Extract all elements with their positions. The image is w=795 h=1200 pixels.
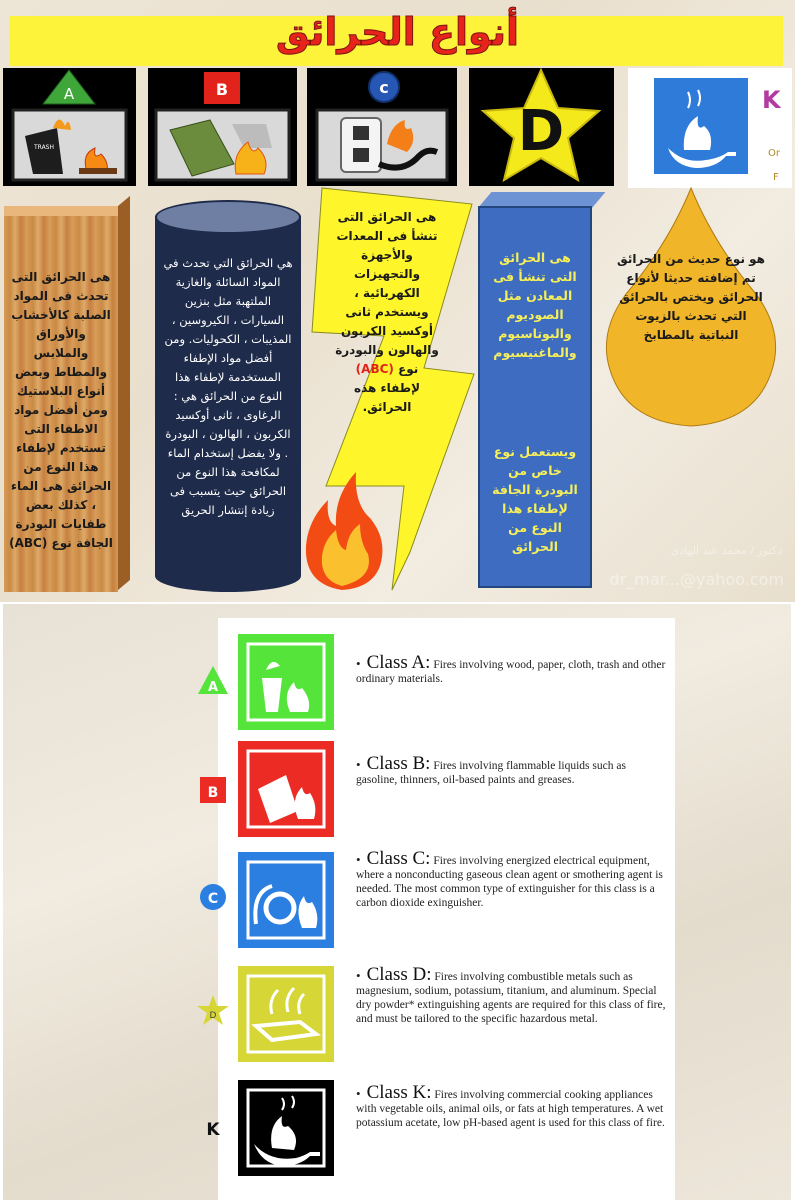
class-c-graphic (307, 68, 457, 186)
symbol-a-letter: A (207, 680, 219, 695)
trash-label: TRASH (33, 144, 55, 151)
class-k-letter: K (762, 86, 781, 114)
class-b-heading: Class B: (366, 753, 431, 774)
symbol-c (196, 880, 230, 914)
class-a-body: Fires involving wood, paper, cloth, trash and other ordinary materials. (356, 659, 666, 685)
trash-can-icon (262, 678, 282, 712)
class-c-heading: Class C: (366, 848, 431, 869)
flame-icon (298, 896, 317, 928)
class-d-description-1: هى الحرائق التى تنشأ فى المعادن مثل الصوديوم والبوتاسيوم والماغنيسيوم (493, 250, 577, 360)
class-k-text: • Class K: Fires involving commercial cooking appliances with vegetable oils, animal oils, or fats at high temperatures. A wet potassium acetate, low pH-based agent is used for this class of fire. (356, 1082, 665, 1129)
page-title: أنواع الحرائق (275, 10, 520, 54)
class-b-description: هي الحرائق التي تحدث في المواد السائلة والغازية الملتهبة مثل بنزين السيارات ، الكيروسين ، المذيبات ، الكحوليات. ومن أفضل مواد الإطفاء المستخدمة لإطفاء هذا النوع من الحرائق هي : الرغاوى ، ثانى أوكسيد الكربون ، الهالون ، البودرة . ولا يفضل إستخدام الماء لمكافحة هذا النوع من الحرائق حيث يتسبب فى زيادة إنتشار الحريق (163, 256, 293, 517)
class-a-icon (238, 634, 334, 730)
class-a-text: • Class A: Fires involving wood, paper, cloth, trash and other ordinary materials. (356, 652, 666, 685)
class-d-icon (238, 966, 334, 1062)
class-k-icon (238, 1080, 334, 1176)
class-k-body: Fires involving commercial cooking appliances with vegetable oils, animal oils, or fats at high temperatures. A wet potassium acetate, low pH-based agent is used for this class of fire. (356, 1089, 665, 1129)
heat-waves-icon (282, 1096, 294, 1110)
symbol-d (196, 994, 230, 1028)
wood-block-side (118, 196, 130, 590)
class-c-description-1: هى الحرائق التى تنشأ فى المعدات والأجهزة والتجهيزات الكهربائية ، ويستخدم ثانى أوكسيد الكربون والهالون والبودرة نوع (335, 210, 439, 376)
class-c-icon (238, 852, 334, 948)
kitchen-fire-sign (654, 78, 748, 174)
class-d-graphic (469, 68, 614, 186)
flame-icon (287, 682, 309, 712)
watermark-arabic: دكتور / محمد عبد الهادي (670, 544, 782, 557)
class-c-abc: (ABC) (355, 362, 394, 376)
class-k-or: Or (768, 148, 780, 159)
header-class-c (307, 68, 457, 186)
header-class-d (469, 68, 614, 186)
class-c-letter: c (379, 78, 389, 97)
header-class-a (3, 68, 136, 186)
gas-can-icon (258, 775, 298, 823)
symbol-b (196, 773, 230, 807)
wood-block-top (4, 206, 130, 216)
symbol-b-letter: B (207, 785, 219, 801)
class-b-text: • Class B: Fires involving flammable liquids such as gasoline, thinners, oil-based paints and greases. (356, 753, 626, 786)
header-class-b (148, 68, 297, 186)
symbol-k-letter: K (206, 1120, 220, 1140)
class-d-heading: Class D: (366, 964, 432, 985)
class-a-heading: Class A: (366, 652, 431, 673)
plug-icon (266, 894, 294, 922)
flame-icon (295, 787, 316, 819)
metal-bar-icon (256, 1022, 316, 1040)
symbol-c-letter: C (207, 891, 219, 907)
class-b-body: Fires involving flammable liquids such as gasoline, thinners, oil-based paints and greases. (356, 760, 626, 786)
symbol-a (196, 664, 230, 698)
class-d-description-2: ويستعمل نوع خاص من البودرة الجافة لإطفاء هذا النوع من الحرائق (492, 444, 578, 554)
class-d-body: Fires involving combustible metals such as magnesium, sodium, potassium, titanium, and aluminum. Special dry powder* extinguishing agents are required for this class of fire, and must be tailored to the specific hazardous metal. (356, 971, 666, 1025)
class-a-description: هى الحرائق التى تحدث فى المواد الصلبة كالأخشاب والأوراق والملابس والمطاط وبعض أنواع البلاستيك ومن أفضل مواد الاطفاء التى تستخدم لإطفاء هذا النوع من الحرائق هى الماء ، كذلك بعض طفايات البودرة الجافة نوع (ABC) (9, 270, 113, 550)
class-c-text: • Class C: Fires involving energized electrical equipment, where a nonconducting gaseous clean agent or smothering agent is needed. The most common type of extinguisher for this class is a carbon dioxide exinguisher. (356, 848, 663, 909)
class-k-description: هو نوع حديث من الحرائق تم إضافته حديثا لأنواع الحرائق ويختص بالحرائق التي تحدث بالزيوت النباتية بالمطابخ (617, 252, 765, 342)
flame-icon (271, 988, 304, 1014)
class-c-description (334, 208, 440, 417)
class-a-letter: A (63, 85, 75, 103)
class-a-graphic (3, 68, 136, 186)
symbol-d-letter: D (209, 1011, 217, 1021)
flame-icon (271, 1116, 296, 1150)
class-b-letter: B (215, 80, 229, 99)
class-c-description-3: لإطفاء هذه الحرائق. (353, 381, 421, 414)
symbol-k (196, 1111, 230, 1145)
watermark-email: dr_mar...@yahoo.com (609, 570, 784, 589)
class-k-f: F (773, 172, 779, 183)
header-class-k (628, 68, 792, 188)
class-d-letter: D (517, 99, 565, 164)
class-c-body: Fires involving energized electrical equipment, where a nonconducting gaseous clean agent or smothering agent is needed. The most common type of extinguisher for this class is a carbon dioxide exinguisher. (356, 855, 663, 909)
cylinder-top (155, 200, 301, 234)
class-b-graphic (148, 68, 297, 186)
fire-icon (298, 468, 388, 592)
class-k-heading: Class K: (366, 1082, 432, 1103)
class-d-text: • Class D: Fires involving combustible metals such as magnesium, sodium, potassium, titanium, and aluminum. Special dry powder* extinguishing agents are required for this class of fire, and must be tailored to the specific hazardous metal. (356, 964, 666, 1025)
class-b-icon (238, 741, 334, 837)
